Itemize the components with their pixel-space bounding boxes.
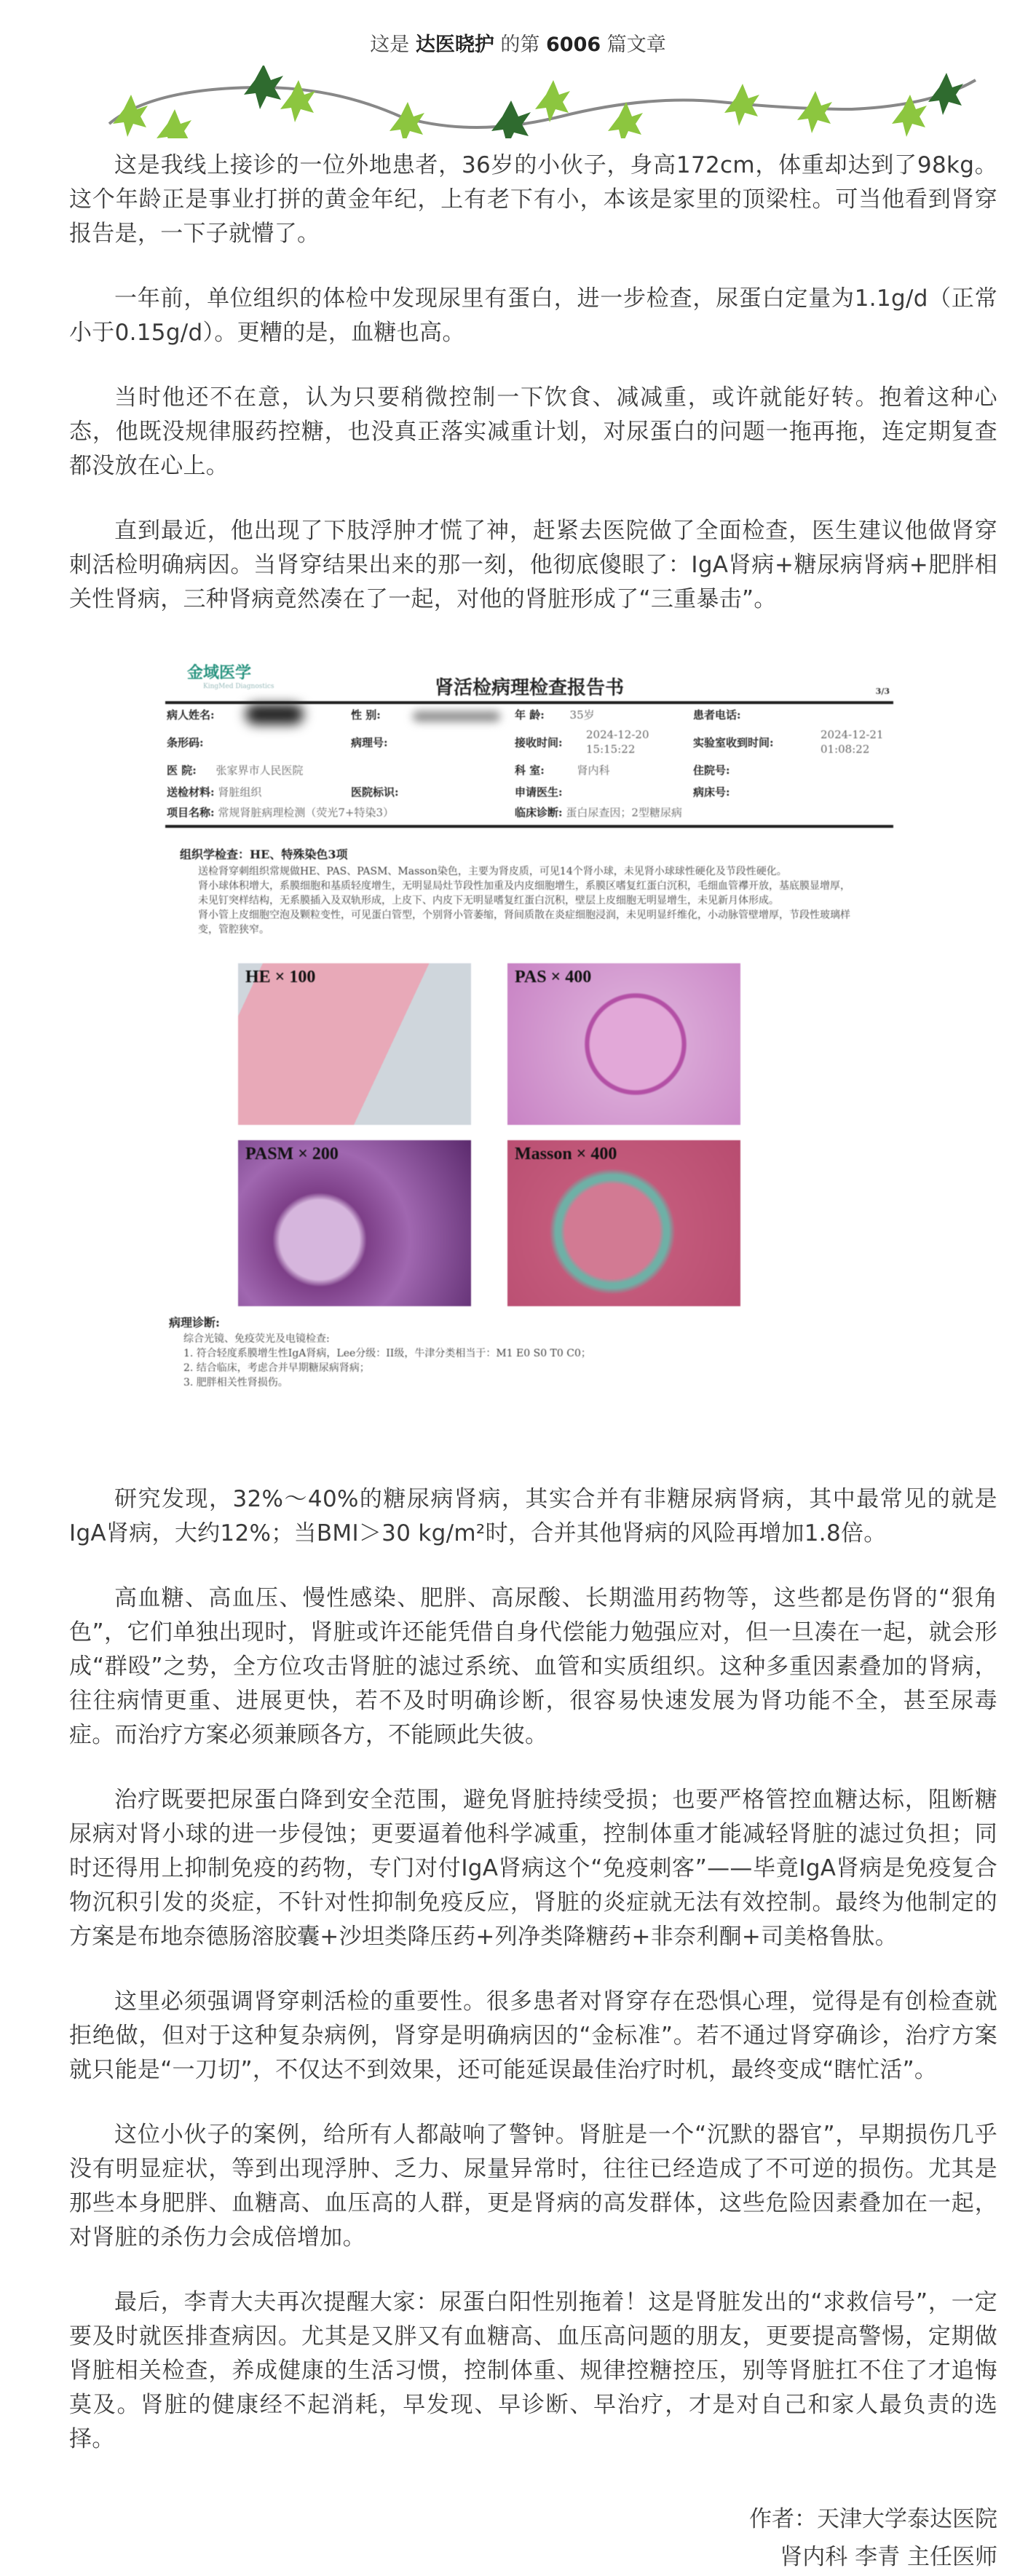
diagnosis-line: 综合光镜、免疫荧光及电镜检查: (183, 1333, 330, 1345)
diagnosis-text (183, 1332, 591, 1390)
report-logo-text: 金域医学 (187, 663, 252, 682)
report-page: 3/3 (875, 687, 890, 696)
panel-label: PASM × 200 (245, 1145, 339, 1163)
field-label: 医 院: (167, 764, 197, 777)
field-label: 病人姓名: (167, 708, 215, 722)
clinical-value: 蛋白尿查因；2型糖尿病 (566, 806, 682, 819)
field-label: 项目名称: (167, 806, 215, 819)
paragraph: 研究发现，32%～40%的糖尿病肾病，其实合并有非糖尿病肾病，其中最常见的就是IgA肾病，大约12%；当BMI＞30 kg/m²时，合并其他肾病的风险再增加1.8倍。 (69, 1486, 997, 1546)
diagnosis-line: 1. 符合轻度系膜增生性IgA肾病，Lee分级：II级，牛津分类相当于：M1 E0 S0 T0 C0； (183, 1348, 591, 1359)
field-label: 条形码: (167, 736, 204, 749)
field-label: 医院标识: (351, 786, 399, 799)
field-label: 病床号: (693, 786, 730, 799)
report-top-rule (165, 701, 893, 704)
paragraph: 最后，李青大夫再次提醒大家：尿蛋白阳性别拖着！这是肾脏发出的“求救信号”，一定要及时就医排查病因。尤其是又胖又有血糖高、血压高问题的朋友，更要提高警惕，定期做肾脏相关检查，养成健康的生活习惯，控制体重、规律控糖控压，别等肾脏扛不住了才追悔莫及。肾脏的健康经不起消耗，早发现、早诊断、早治疗，才是对自己和家人最负责的选择。 (69, 2289, 997, 2452)
diagnosis-line: 2. 结合临床，考虑合并早期糖尿病肾病； (183, 1362, 370, 1374)
paragraph: 直到最近，他出现了下肢浮肿才慌了神，赶紧去医院做了全面检查，医生建议他做肾穿刺活检明确病因。当肾穿结果出来的那一刻，他彻底傻眼了：IgA肾病+糖尿病肾病+肥胖相关性肾病，三种肾病竟然凑在了一起，对他的肾脏形成了“三重暴击”。 (69, 518, 997, 612)
field-label: 患者电话: (693, 708, 741, 722)
author-name: 肾内科 李青 主任医师 (780, 2544, 997, 2570)
age-value: 35岁 (569, 708, 595, 722)
micrograph-pasm (238, 1140, 471, 1306)
article-header (0, 31, 1036, 60)
account-name: 达医晓护 (415, 33, 494, 56)
field-label: 临床诊断: (515, 806, 563, 819)
dept-value: 肾内科 (577, 764, 610, 777)
histology-line: 肾小管上皮细胞空泡及颗粒变性，可见蛋白管型，个别肾小管萎缩，肾间质散在炎症细胞浸润，未见明显纤维化，小动脉管壁增厚，节段性玻璃样变，管腔狭窄。 (198, 909, 850, 936)
micrograph-pas (507, 963, 740, 1125)
report-title: 肾活检病理检查报告书 (434, 677, 624, 699)
author-block (69, 2500, 997, 2576)
diagnosis-line: 3. 肥胖相关性肾损伤。 (183, 1377, 288, 1388)
header-suffix: 篇文章 (606, 33, 666, 56)
redacted-name (245, 704, 304, 724)
redacted-sex (413, 711, 500, 722)
histology-line: 送检肾穿刺组织常规做HE、PAS、PASM、Masson染色，主要为肾皮质，可见14个肾小球，未见肾小球球性硬化及节段性硬化。 (198, 866, 787, 877)
header-prefix: 这是 (370, 33, 410, 56)
histology-title: 组织学检查：HE、特殊染色3项 (180, 848, 348, 861)
field-label: 住院号: (693, 764, 730, 777)
field-label: 实验室收到时间: (693, 736, 774, 749)
top-spacer (0, 0, 1036, 22)
paragraph: 高血糖、高血压、慢性感染、肥胖、高尿酸、长期滥用药物等，这些都是伤肾的“狠角色”，它们单独出现时，肾脏或许还能凭借自身代偿能力勉强应对，但一旦凑在一起，就会形成“群殴”之势，全方位攻击肾脏的滤过系统、血管和实质组织。这种多重因素叠加的肾病，往往病情更重、进展更快，若不及时明确诊断，很容易快速发展为肾功能不全，甚至尿毒症。而治疗方案必须兼顾各方，不能顾此失彼。 (69, 1585, 997, 1748)
lab-time: 2024-12-21 01:08:22 (821, 728, 884, 756)
paragraph: 这里必须强调肾穿刺活检的重要性。很多患者对肾穿存在恐惧心理，觉得是有创检查就拒绝做，但对于这种复杂病例，肾穿是明确病因的“金标准”。若不通过肾穿确诊，治疗方案就只能是“一刀切”，不仅达不到效果，还可能延误最佳治疗时机，最终变成“瞎忙活”。 (69, 1988, 997, 2083)
report-logo-subtext: KingMed Diagnostics (203, 683, 274, 690)
project-value: 常规肾脏病理检测（荧光7+特染3） (218, 806, 394, 819)
field-label: 性 别: (351, 708, 381, 722)
field-label: 病理号: (351, 736, 388, 749)
panel-label: Masson × 400 (515, 1145, 617, 1163)
material-value: 肾脏组织 (218, 786, 262, 799)
ivy-vine-divider-icon (95, 66, 997, 138)
field-label: 送检材料: (167, 786, 215, 799)
panel-label: HE × 100 (245, 968, 316, 987)
paragraph: 一年前，单位组织的体检中发现尿里有蛋白，进一步检查，尿蛋白定量为1.1g/d（正常小于0.15g/d）。更糟的是，血糖也高。 (69, 285, 997, 346)
paragraph: 治疗既要把尿蛋白降到安全范围，避免肾脏持续受损；也要严格管控血糖达标，阻断糖尿病对肾小球的进一步侵蚀；更要逼着他科学减重，控制体重才能减轻肾脏的滤过负担；同时还得用上抑制免疫的药物，专门对付IgA肾病这个“免疫刺客”——毕竟IgA肾病是免疫复合物沉积引发的炎症，不针对性抑制免疫反应，肾脏的炎症就无法有效控制。最终为他制定的方案是布地奈德肠溶胶囊+沙坦类降压药+列净类降糖药+非奈利酮+司美格鲁肽。 (69, 1787, 997, 1950)
micrograph-he (238, 963, 471, 1125)
paragraph: 这位小伙子的案例，给所有人都敲响了警钟。肾脏是一个“沉默的器官”，早期损伤几乎没有明显症状，等到出现浮肿、乏力、尿量异常时，往往已经造成了不可逆的损伤。尤其是那些本身肥胖、血糖高、血压高的人群，更是肾病的高发群体，这些危险因素叠加在一起，对肾脏的杀伤力会成倍增加。 (69, 2122, 997, 2251)
histology-text (198, 864, 857, 937)
article-body (0, 149, 1036, 2576)
pathology-report-image (165, 655, 893, 1415)
hospital-value: 张家界市人民医院 (215, 764, 304, 777)
micrograph-masson (507, 1140, 740, 1306)
field-label: 科 室: (515, 764, 545, 777)
field-label: 申请医生: (515, 786, 563, 799)
author-affiliation: 作者：天津大学泰达医院 (749, 2506, 997, 2532)
paragraph: 这是我线上接诊的一位外地患者，36岁的小伙子，身高172cm，体重却达到了98kg。这个年龄正是事业打拼的黄金年纪，上有老下有小，本该是家里的顶梁柱。可当他看到肾穿报告是，一下子就懵了。 (69, 152, 997, 247)
field-label: 接收时间: (515, 736, 563, 749)
report-bottom-rule (165, 825, 893, 828)
histology-line: 肾小球体积增大，系膜细胞和基质轻度增生，无明显局灶节段性加重及内皮细胞增生，系膜区嗜复红蛋白沉积，毛细血管襻开放，基底膜显增厚，未见钉突样结构，无系膜插入及双轨形成，上皮下、内皮下无明显嗜复红蛋白沉积，壁层上皮细胞无明显增生，未见新月体形成。 (198, 880, 850, 906)
article-number: 6006 (546, 33, 601, 56)
received-time: 2024-12-20 15:15:22 (586, 728, 649, 756)
header-middle: 的第 (500, 33, 540, 56)
paragraph: 当时他还不在意，认为只要稍微控制一下饮食、减减重，或许就能好转。抱着这种心态，他既没规律服药控糖，也没真正落实减重计划，对尿蛋白的问题一拖再拖，连定期复查都没放在心上。 (69, 384, 997, 479)
field-label: 年 龄: (515, 708, 545, 722)
panel-label: PAS × 400 (515, 968, 592, 987)
diagnosis-title: 病理诊断: (169, 1316, 220, 1330)
